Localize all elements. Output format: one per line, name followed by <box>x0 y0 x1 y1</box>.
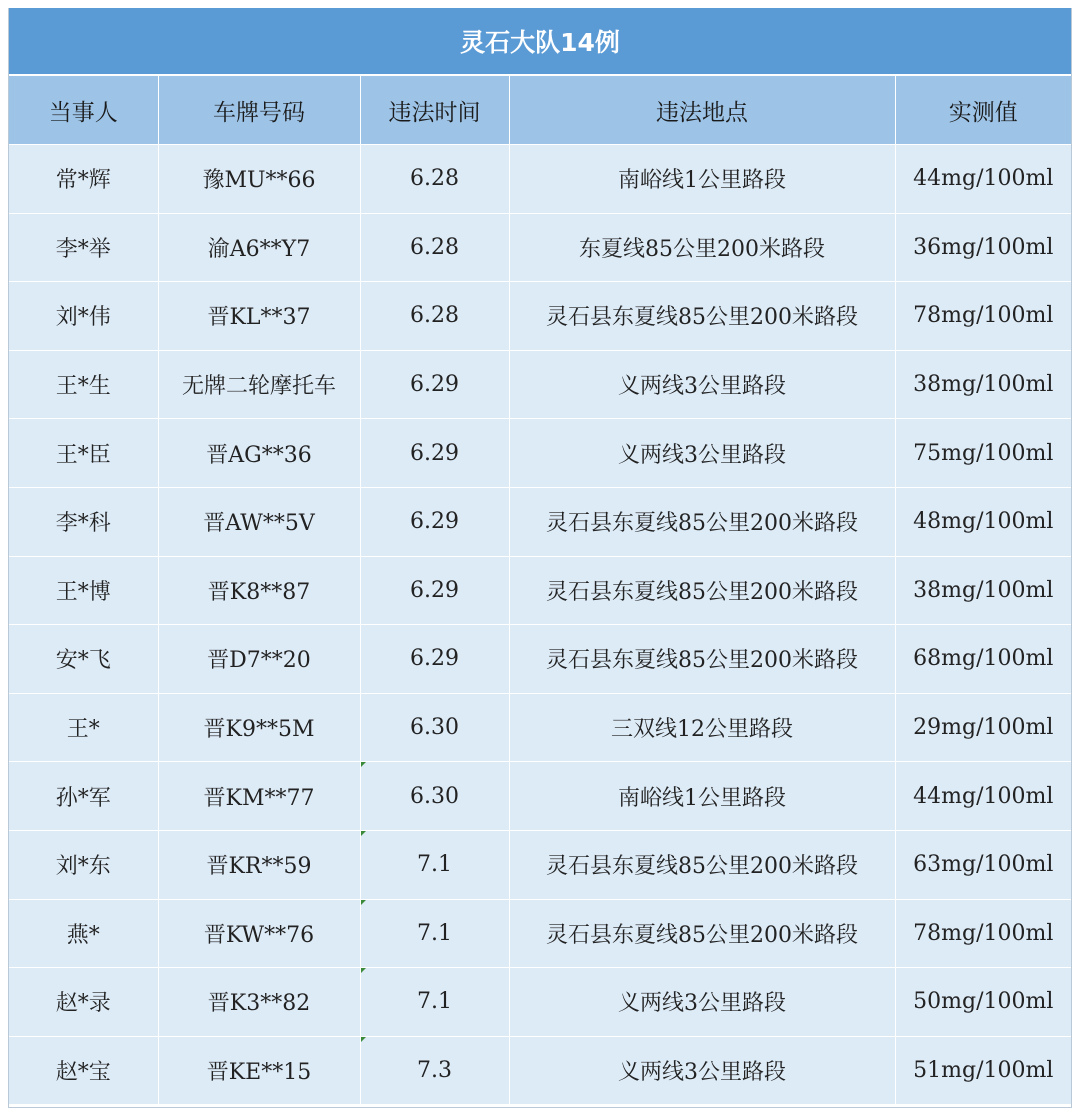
value-cell: 29mg/100ml <box>895 693 1071 762</box>
table-row <box>9 899 1071 968</box>
place-cell: 义两线3公里路段 <box>509 968 895 1037</box>
party-cell: 安*飞 <box>9 625 158 694</box>
plate-cell: 晋K3**82 <box>158 968 360 1037</box>
table-row <box>9 693 1071 762</box>
table-title: 灵石大队14例 <box>9 8 1071 76</box>
place-cell: 灵石县东夏线85公里200米路段 <box>509 487 895 556</box>
place-cell: 灵石县东夏线85公里200米路段 <box>509 899 895 968</box>
cell-marker-icon <box>361 1037 366 1042</box>
header-time: 违法时间 <box>360 76 509 145</box>
time-cell: 7.1 <box>360 899 509 968</box>
party-cell: 李*举 <box>9 213 158 282</box>
cell-marker-icon <box>361 900 366 905</box>
value-cell: 38mg/100ml <box>895 350 1071 419</box>
plate-cell: 晋K8**87 <box>158 556 360 625</box>
table-row <box>9 1036 1071 1104</box>
cell-marker-icon <box>361 968 366 973</box>
plate-cell: 晋KM**77 <box>158 762 360 831</box>
table-row <box>9 213 1071 282</box>
time-cell: 6.29 <box>360 625 509 694</box>
plate-cell: 晋KR**59 <box>158 830 360 899</box>
value-cell: 50mg/100ml <box>895 968 1071 1037</box>
party-cell: 李*科 <box>9 487 158 556</box>
time-cell: 7.3 <box>360 1036 509 1104</box>
party-cell: 王* <box>9 693 158 762</box>
time-cell: 6.29 <box>360 487 509 556</box>
header-party: 当事人 <box>9 76 158 145</box>
place-cell: 南峪线1公里路段 <box>509 145 895 214</box>
place-cell: 灵石县东夏线85公里200米路段 <box>509 282 895 351</box>
party-cell: 刘*伟 <box>9 282 158 351</box>
table-row <box>9 830 1071 899</box>
table-header <box>9 76 1071 145</box>
plate-cell: 晋AW**5V <box>158 487 360 556</box>
value-cell: 48mg/100ml <box>895 487 1071 556</box>
value-cell: 68mg/100ml <box>895 625 1071 694</box>
time-cell: 6.29 <box>360 556 509 625</box>
value-cell: 78mg/100ml <box>895 282 1071 351</box>
time-cell: 6.28 <box>360 282 509 351</box>
plate-cell: 晋K9**5M <box>158 693 360 762</box>
header-row <box>9 76 1071 145</box>
party-cell: 赵*录 <box>9 968 158 1037</box>
value-cell: 44mg/100ml <box>895 145 1071 214</box>
table-row <box>9 145 1071 214</box>
plate-cell: 渝A6**Y7 <box>158 213 360 282</box>
place-cell: 义两线3公里路段 <box>509 1036 895 1104</box>
value-cell: 75mg/100ml <box>895 419 1071 488</box>
table-row <box>9 419 1071 488</box>
value-cell: 36mg/100ml <box>895 213 1071 282</box>
time-cell: 6.30 <box>360 762 509 831</box>
table-row <box>9 282 1071 351</box>
time-cell: 6.28 <box>360 213 509 282</box>
party-cell: 王*生 <box>9 350 158 419</box>
violation-table-container <box>8 8 1072 1108</box>
cell-marker-icon <box>361 762 366 767</box>
plate-cell: 豫MU**66 <box>158 145 360 214</box>
time-cell: 6.30 <box>360 693 509 762</box>
table-row <box>9 487 1071 556</box>
value-cell: 44mg/100ml <box>895 762 1071 831</box>
party-cell: 常*辉 <box>9 145 158 214</box>
party-cell: 孙*军 <box>9 762 158 831</box>
value-cell: 51mg/100ml <box>895 1036 1071 1104</box>
party-cell: 燕* <box>9 899 158 968</box>
table-row <box>9 968 1071 1037</box>
cell-marker-icon <box>361 831 366 836</box>
table-row <box>9 350 1071 419</box>
value-cell: 78mg/100ml <box>895 899 1071 968</box>
place-cell: 义两线3公里路段 <box>509 419 895 488</box>
value-cell: 38mg/100ml <box>895 556 1071 625</box>
time-cell: 6.29 <box>360 350 509 419</box>
place-cell: 灵石县东夏线85公里200米路段 <box>509 556 895 625</box>
header-plate: 车牌号码 <box>158 76 360 145</box>
table-body <box>9 145 1071 1105</box>
time-cell: 6.29 <box>360 419 509 488</box>
header-value: 实测值 <box>895 76 1071 145</box>
place-cell: 义两线3公里路段 <box>509 350 895 419</box>
party-cell: 王*臣 <box>9 419 158 488</box>
plate-cell: 晋D7**20 <box>158 625 360 694</box>
place-cell: 南峪线1公里路段 <box>509 762 895 831</box>
header-place: 违法地点 <box>509 76 895 145</box>
plate-cell: 晋KW**76 <box>158 899 360 968</box>
time-cell: 7.1 <box>360 830 509 899</box>
value-cell: 63mg/100ml <box>895 830 1071 899</box>
place-cell: 三双线12公里路段 <box>509 693 895 762</box>
party-cell: 刘*东 <box>9 830 158 899</box>
time-cell: 6.28 <box>360 145 509 214</box>
place-cell: 东夏线85公里200米路段 <box>509 213 895 282</box>
plate-cell: 晋KL**37 <box>158 282 360 351</box>
table-row <box>9 556 1071 625</box>
party-cell: 赵*宝 <box>9 1036 158 1104</box>
plate-cell: 晋KE**15 <box>158 1036 360 1104</box>
table-row <box>9 762 1071 831</box>
plate-cell: 晋AG**36 <box>158 419 360 488</box>
place-cell: 灵石县东夏线85公里200米路段 <box>509 625 895 694</box>
party-cell: 王*博 <box>9 556 158 625</box>
table-row <box>9 625 1071 694</box>
plate-cell: 无牌二轮摩托车 <box>158 350 360 419</box>
place-cell: 灵石县东夏线85公里200米路段 <box>509 830 895 899</box>
violation-table <box>9 76 1071 1104</box>
time-cell: 7.1 <box>360 968 509 1037</box>
